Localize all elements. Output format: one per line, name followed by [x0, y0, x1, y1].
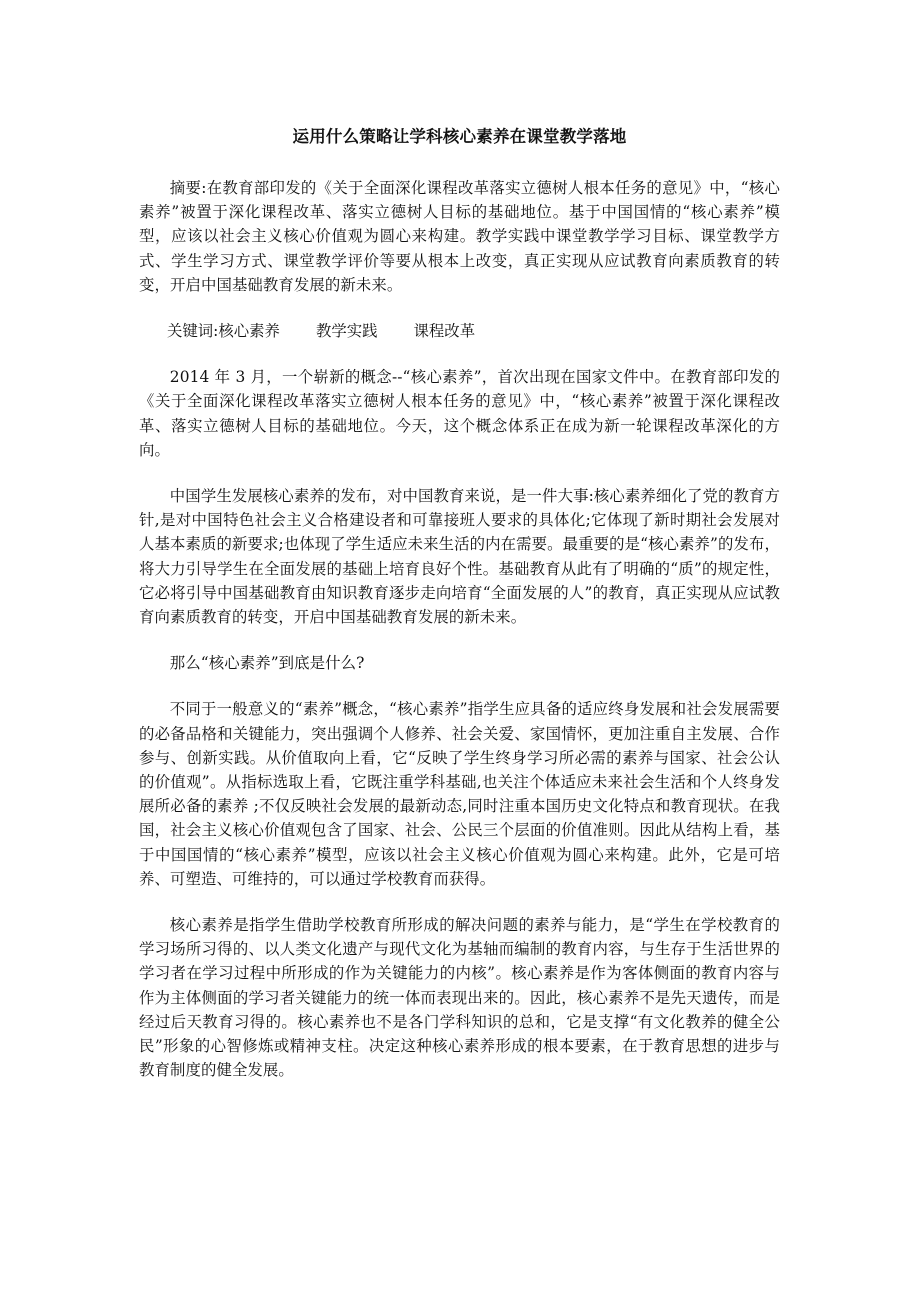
- document-page: [139, 126, 780, 1105]
- keywords-line: [139, 319, 780, 343]
- abstract-paragraph: 摘要:在教育部印发的《关于全面深化课程改革落实立德树人根本任务的意见》中，“核心素养”被置于深化课程改革、落实立德树人目标的基础地位。基于中国国情的“核心素养”模型，应该以社会主义核心价值观为圆心来构建。教学实践中课堂教学学习目标、课堂教学方式、学生学习方式、课堂教学评价等要从根本上改变，真正实现从应试教育向素质教育的转变，开启中国基础教育发展的新未来。: [139, 179, 780, 294]
- body-paragraph-3: 那么“核心素养”到底是什么?: [169, 654, 365, 673]
- document-title: 运用什么策略让学科核心素养在课堂教学落地: [292, 127, 627, 146]
- keyword-3: 课程改革: [413, 322, 476, 341]
- body-paragraph-1: 2014 年 3 月，一个崭新的概念--“核心素养”，首次出现在国家文件中。在教育部印发的《关于全面深化课程改革落实立德树人根本任务的意见》中，“核心素养”被置于深化课程改革、落实立德树人目标的基础地位。今天，这个概念体系正在成为新一轮课程改革深化的方向。: [139, 368, 780, 459]
- keyword-1: 核心素养: [218, 322, 280, 341]
- keyword-2: 教学实践: [315, 322, 378, 341]
- keywords-label: 关键词:: [167, 322, 219, 341]
- body-paragraph-4: 不同于一般意义的“素养”概念，“核心素养”指学生应具备的适应终身发展和社会发展需要的必备品格和关键能力，突出强调个人修养、社会关爱、家国情怀，更加注重自主发展、合作参与、创新实践。从价值取向上看，它“反映了学生终身学习所必需的素养与国家、社会公认的价值观”。从指标选取上看，它既注重学科基础,也关注个体适应未来社会生活和个人终身发展所必备的素养 ;不仅反映社会发展的最新动态,同时注重本国历史文化特点和教育现状。在我国，社会主义核心价值观包含了国家、社会、公民三个层面的价值准则。因此从结构上看，基于中国国情的“核心素养”模型，应该以社会主义核心价值观为圆心来构建。此外，它是可培养、可塑造、可维持的，可以通过学校教育而获得。: [139, 700, 780, 888]
- body-paragraph-2: 中国学生发展核心素养的发布，对中国教育来说，是一件大事:核心素养细化了党的教育方针,是对中国特色社会主义合格建设者和可靠接班人要求的具体化;它体现了新时期社会发展对人基本素质的新要求;也体现了学生适应未来生活的内在需要。最重要的是“核心素养”的发布，将大力引导学生在全面发展的基础上培育良好个性。基础教育从此有了明确的“质”的规定性，它必将引导中国基础教育由知识教育逐步走向培育“全面发展的人”的教育，真正实现从应试教育向素质教育的转变，开启中国基础教育发展的新未来。: [139, 487, 780, 627]
- body-paragraph-5: 核心素养是指学生借助学校教育所形成的解决问题的素养与能力，是“学生在学校教育的学习场所习得的、以人类文化遗产与现代文化为基轴而编制的教育内容，与生存于生活世界的学习者在学习过程中所形成的作为关键能力的内核”。核心素养是作为客体侧面的教育内容与作为主体侧面的学习者关键能力的统一体而表现出来的。因此，核心素养不是先天遗传，而是经过后天教育习得的。核心素养也不是各门学科知识的总和，它是支撑“有文化教养的健全公民”形象的心智修炼或精神支柱。决定这种核心素养形成的根本要素，在于教育思想的进步与教育制度的健全发展。: [139, 916, 780, 1080]
